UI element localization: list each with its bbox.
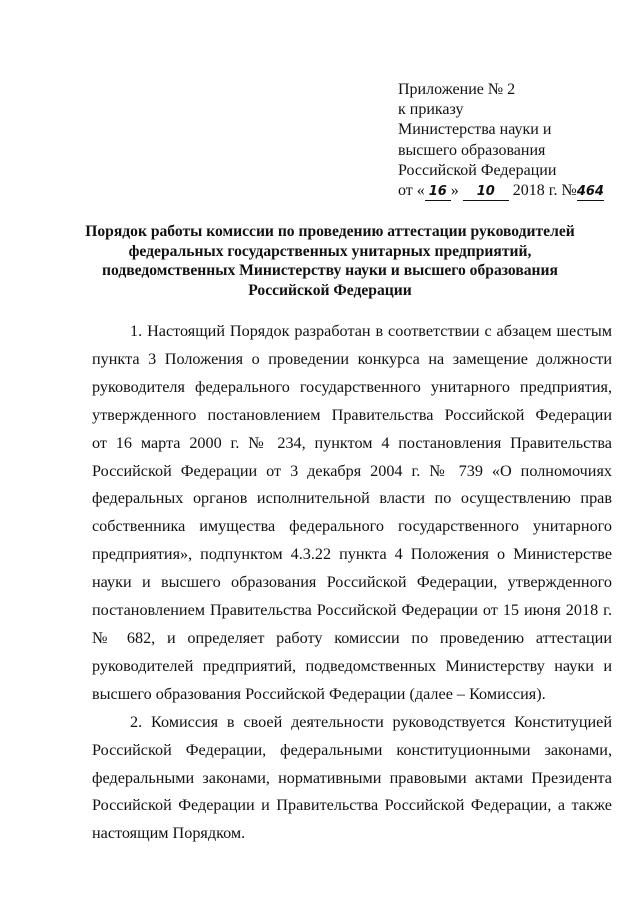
appendix-ministry-line2: высшего образования [398, 141, 546, 159]
text-line: 1. Настоящий Порядок разработан в соответствии с абзацем шестым [130, 322, 612, 340]
text-line: № 682, и определяет работу комиссии по проведению аттестации [92, 628, 612, 647]
appendix-ministry-line3: Российской Федерации [398, 161, 557, 179]
date-day-handwritten: 16 [428, 184, 447, 200]
appendix-date-line [398, 181, 630, 201]
text-line: Российской Федерации от 3 декабря 2004 г. № 739 «О полномочиях [92, 461, 612, 480]
text-line: руководителя федерального государственного унитарного предприятия, [92, 377, 612, 396]
paragraph-2 [92, 709, 612, 849]
text-line: федеральных органов исполнительной власти по осуществлению прав [92, 489, 612, 508]
text-line: Российской Федерации и Правительства Российской Федерации, а также [92, 796, 612, 815]
title-line: подведомственных Министерству науки и высшего образования [102, 262, 558, 280]
text-line: Российской Федерации, федеральными конституционными законами, [92, 740, 612, 759]
title-line: Российской Федерации [248, 281, 412, 299]
appendix-header [398, 80, 630, 201]
date-month-handwritten: 10 [476, 184, 495, 200]
appendix-order-ref: к приказу [398, 101, 464, 119]
appendix-number: Приложение № 2 [398, 81, 516, 98]
title-line: федеральных государственных унитарных предприятий, [128, 242, 532, 260]
date-year: 2018 г. № [512, 182, 577, 200]
text-line: руководителей предприятий, подведомственных Министерству науки и [92, 656, 612, 675]
text-line: высшего образования Российской Федерации (далее – Комиссия). [92, 684, 546, 703]
text-line: 2. Комиссия в своей деятельности руководствуется Конституцией [130, 712, 612, 731]
paragraph-1 [92, 318, 612, 709]
text-line: пункта 3 Положения о проведении конкурса на замещение должности [92, 349, 612, 368]
date-mid: » [450, 182, 459, 200]
document-title [60, 222, 600, 300]
text-line: утвержденного постановлением Правительства Российской Федерации [92, 405, 612, 424]
text-line: от 16 марта 2000 г. № 234, пунктом 4 постановления Правительства [92, 433, 612, 452]
text-line: настоящим Порядком. [92, 824, 246, 843]
text-line: предприятия», подпунктом 4.3.22 пункта 4 Положения о Министерстве [92, 545, 612, 564]
appendix-ministry-line1: Министерства науки и [398, 121, 552, 139]
text-line: федеральными законами, нормативными правовыми актами Президента [92, 768, 612, 787]
date-prefix: от « [398, 182, 425, 200]
text-line: постановлением Правительства Российской Федерации от 15 июня 2018 г. [92, 601, 612, 620]
text-line: науки и высшего образования Российской Федерации, утвержденного [92, 573, 612, 592]
document-body [92, 318, 612, 848]
text-line: собственника имущества федерального государственного унитарного [92, 517, 612, 536]
order-number-handwritten: 464 [576, 184, 604, 200]
title-line: Порядок работы комиссии по проведению аттестации руководителей [85, 223, 575, 240]
